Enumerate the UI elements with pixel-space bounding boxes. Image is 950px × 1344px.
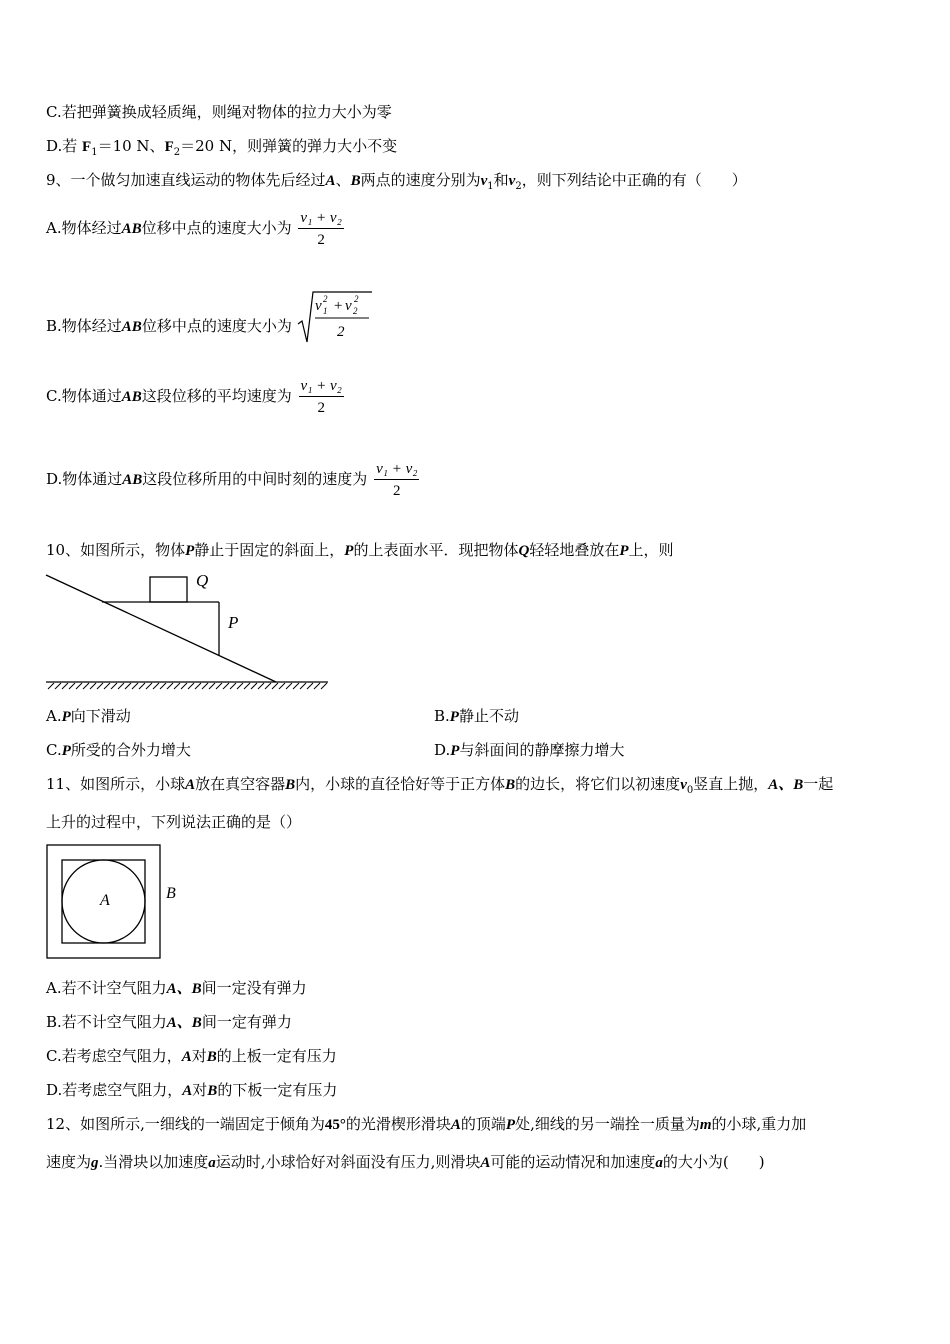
- q11-option-c: C.若考虑空气阻力，A对B的上板一定有压力: [46, 1047, 337, 1065]
- q11-option-b: B.若不计空气阻力A、B间一定有弹力: [46, 1013, 292, 1031]
- svg-text:2: 2: [322, 294, 328, 304]
- label-q: Q: [196, 572, 209, 590]
- svg-text:2: 2: [353, 294, 359, 304]
- svg-text:v: v: [344, 298, 352, 314]
- q9-stem: 9、一个做匀加速直线运动的物体先后经过A、B两点的速度分别为$v_1$和$v_2$，则下列结论中正确的有（ ）: [46, 171, 747, 192]
- q9-option-b: B.物体经过AB位移中点的速度大小为 v 1 2 + v 2 2 2: [46, 290, 373, 364]
- incline-diagram: [44, 572, 334, 698]
- q10-option-c: C.P所受的合外力增大: [46, 741, 191, 759]
- sqrt-expression: [297, 290, 373, 364]
- svg-text:+: +: [332, 298, 343, 314]
- q11-option-d: D.若考虑空气阻力，A对B的下板一定有压力: [46, 1081, 338, 1099]
- q11-stem-line2: 上升的过程中，下列说法正确的是（）: [46, 813, 302, 831]
- svg-text:v: v: [314, 298, 322, 314]
- option-d-prev: D.若 $F_1=10$ N、$F_2=20$ N，则弹簧的弹力大小不变: [46, 137, 398, 158]
- q9-option-a: A.物体经过AB位移中点的速度大小为 $\frac{\text{v₁ + v₂}}{2}$: [46, 205, 344, 252]
- svg-text:2: 2: [336, 324, 345, 340]
- option-c-prev: C.若把弹簧换成轻质绳，则绳对物体的拉力大小为零: [46, 103, 392, 121]
- q11-option-a: A.若不计空气阻力A、B间一定没有弹力: [46, 979, 307, 997]
- q9-option-d: D.物体通过AB这段位移所用的中间时刻的速度为 $\frac{\text{v₁ + v₂}}{2}$: [46, 456, 419, 503]
- q12-stem-line1: 12、如图所示,一细线的一端固定于倾角为45°的光滑楔形滑块A的顶端P处,细线的另一端拴一质量为m的小球,重力加: [46, 1115, 807, 1133]
- q12-stem-line2: 速度为g.当滑块以加速度a运动时,小球恰好对斜面没有压力,则滑块A可能的运动情况和加速度a的大小为( ): [46, 1153, 765, 1171]
- label-b: B: [166, 885, 176, 902]
- label-p: P: [228, 613, 239, 632]
- q9-option-c: C.物体通过AB这段位移的平均速度为 $\frac{\text{v₁ + v₂}}{2}$: [46, 373, 344, 420]
- container-diagram: [46, 844, 186, 966]
- fraction-avg: $\frac{\text{v₁ + v₂}}{2}$: [300, 209, 342, 248]
- q11-stem-line1: 11、如图所示，小球A放在真空容器B内，小球的直径恰好等于正方体B的边长，将它们以初速度$v_0$竖直上抛，A、B一起: [46, 775, 834, 796]
- svg-text:2: 2: [352, 306, 358, 316]
- q10-option-b: B.P静止不动: [434, 707, 519, 725]
- label-a: A: [100, 892, 110, 909]
- fraction-avg: $\frac{\text{v₁ + v₂}}{2}$: [300, 377, 342, 416]
- q10-stem: 10、如图所示，物体P静止于固定的斜面上，P的上表面水平．现把物体Q轻轻地叠放在P上，则: [46, 541, 674, 559]
- svg-text:1: 1: [322, 306, 328, 316]
- q10-option-d: D.P与斜面间的静摩擦力增大: [434, 741, 625, 759]
- fraction-avg: $\frac{\text{v₁ + v₂}}{2}$: [376, 460, 418, 499]
- q10-option-a: A.P向下滑动: [46, 707, 131, 725]
